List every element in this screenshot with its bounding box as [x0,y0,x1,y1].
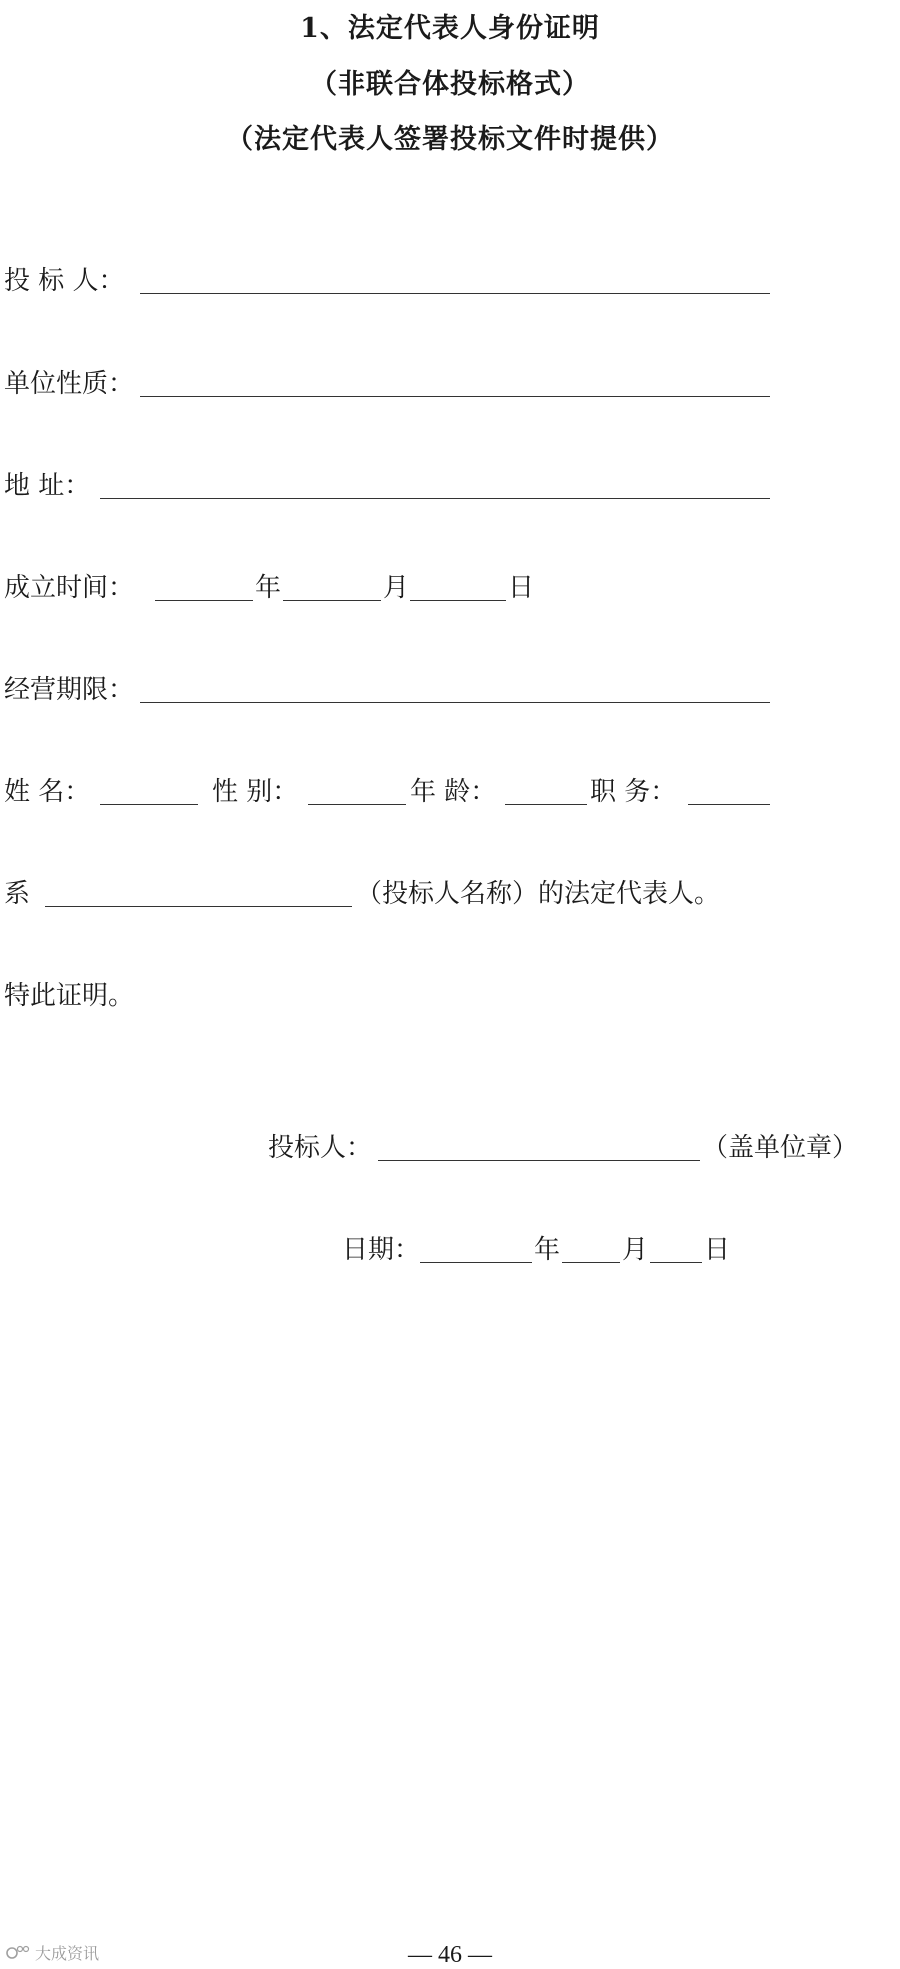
address-label: 地 址： [4,471,91,501]
established-day-unit: 日 [508,573,535,603]
address-blank[interactable] [100,498,770,499]
gender-label: 性 别： [212,777,299,807]
seal-note: （盖单位章） [702,1133,859,1163]
signature-month-unit: 月 [622,1235,649,1265]
signature-year-unit: 年 [534,1235,561,1265]
name-blank[interactable] [100,804,198,805]
age-blank[interactable] [505,804,587,805]
unit-nature-blank[interactable] [140,396,770,397]
signature-day-blank[interactable] [650,1262,702,1263]
position-label: 职 务： [590,777,677,807]
statement-suffix: （投标人名称）的法定代表人。 [356,879,721,909]
position-blank[interactable] [688,804,770,805]
signature-bidder-label: 投标人： [268,1133,373,1163]
document-title: 1、法定代表人身份证明 [300,13,600,44]
bidder-label: 投 标 人： [4,266,125,296]
established-month-unit: 月 [383,573,410,603]
signature-day-unit: 日 [704,1235,731,1265]
bidder-name-blank[interactable] [45,906,352,907]
established-day-blank[interactable] [410,600,506,601]
unit-nature-label: 单位性质： [4,369,135,399]
business-term-blank[interactable] [140,702,770,703]
signature-bidder-blank[interactable] [378,1160,700,1161]
document-subtitle-note: （法定代表人签署投标文件时提供） [226,124,674,155]
name-label: 姓 名： [4,777,91,807]
watermark-text: 大成资讯 [35,1943,100,1963]
statement-prefix: 系 [4,879,31,909]
signature-month-blank[interactable] [562,1262,620,1263]
established-label: 成立时间： [4,573,135,603]
gender-blank[interactable] [308,804,406,805]
established-year-unit: 年 [255,573,282,603]
signature-date-label: 日期： [342,1235,421,1265]
document-subtitle-format: （非联合体投标格式） [310,69,590,100]
page-number: — 46 — [408,1942,492,1968]
bidder-blank[interactable] [140,293,770,294]
certify-text: 特此证明。 [4,981,135,1011]
established-year-blank[interactable] [155,600,253,601]
age-label: 年 龄： [410,777,497,807]
established-month-blank[interactable] [283,600,381,601]
signature-year-blank[interactable] [420,1262,532,1263]
business-term-label: 经营期限： [4,675,135,705]
